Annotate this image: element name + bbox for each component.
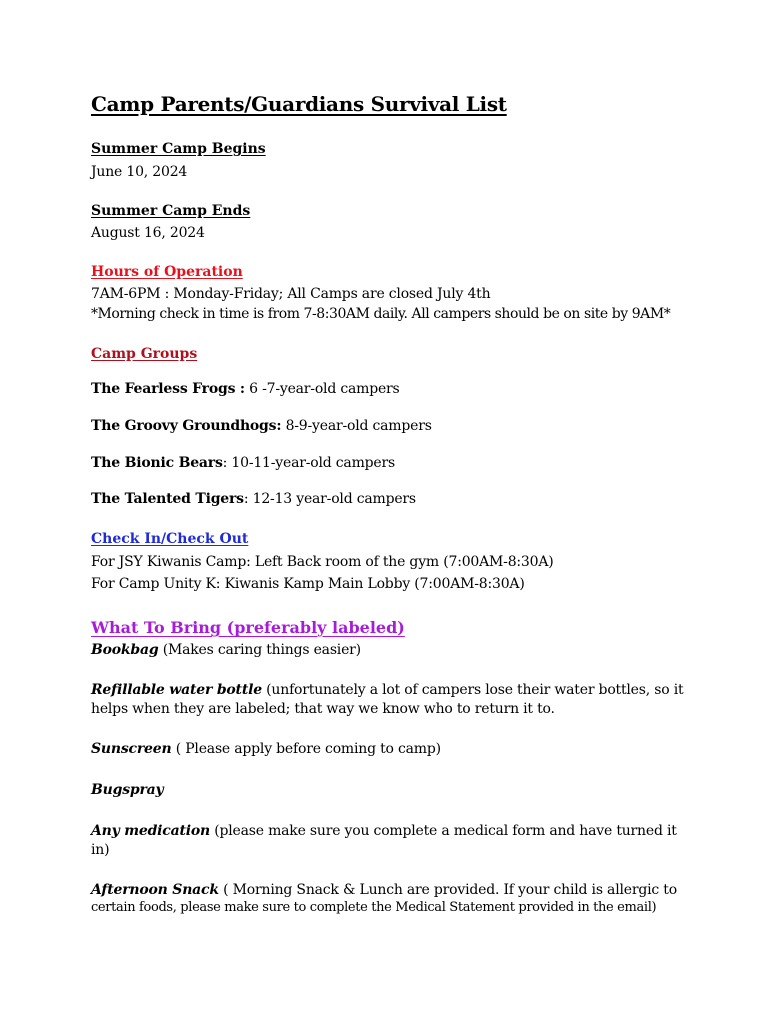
group-item — [91, 416, 432, 436]
group-desc: 6 -7-year-old campers — [244, 381, 400, 397]
bring-item — [91, 880, 677, 900]
bring-item-desc-cont: in) — [91, 842, 110, 858]
camp-ends-date: August 16, 2024 — [91, 225, 205, 241]
bring-item-name: Sunscreen — [91, 741, 172, 757]
bring-item — [91, 680, 683, 700]
bring-item-name: Bookbag — [91, 642, 159, 658]
camp-begins-heading: Summer Camp Begins — [91, 141, 266, 157]
camp-ends-heading: Summer Camp Ends — [91, 203, 251, 219]
bring-item-desc: (please make sure you complete a medical form and have turned it — [209, 823, 677, 839]
camp-begins-date: June 10, 2024 — [91, 164, 188, 180]
bring-item — [91, 739, 441, 759]
hours-line-2: *Morning check in time is from 7-8:30AM daily. All campers should be on site by 9AM* — [91, 306, 671, 322]
checkin-line-2: For Camp Unity K: Kiwanis Kamp Main Lobby (7:00AM-8:30A) — [91, 576, 525, 592]
bring-item-name: Any medication — [91, 823, 210, 839]
bring-item — [91, 821, 677, 841]
bring-item-desc: (unfortunately a lot of campers lose their water bottles, so it — [261, 682, 684, 698]
bring-item — [91, 640, 361, 660]
group-name: The Talented Tigers — [91, 491, 244, 507]
page-title: Camp Parents/Guardians Survival List — [91, 92, 507, 116]
groups-heading: Camp Groups — [91, 346, 198, 362]
bring-heading: What To Bring (preferably labeled) — [91, 618, 405, 637]
hours-heading: Hours of Operation — [91, 264, 243, 280]
group-name: The Groovy Groundhogs: — [91, 418, 282, 434]
bring-item-desc: ( Morning Snack & Lunch are provided. If your child is allergic to — [218, 882, 677, 898]
hours-line-1: 7AM-6PM : Monday-Friday; All Camps are closed July 4th — [91, 286, 491, 302]
bring-item-name: Afternoon Snack — [91, 882, 219, 898]
group-desc: 8-9-year-old campers — [281, 418, 432, 434]
group-name: The Bionic Bears — [91, 455, 223, 471]
bring-item-desc: ( Please apply before coming to camp) — [171, 741, 441, 757]
checkin-heading: Check In/Check Out — [91, 531, 249, 547]
group-desc: : 10-11-year-old campers — [222, 455, 395, 471]
bring-item-desc-cont: certain foods, please make sure to complete the Medical Statement provided in the email) — [91, 900, 657, 915]
bring-item — [91, 780, 163, 800]
checkin-line-1: For JSY Kiwanis Camp: Left Back room of the gym (7:00AM-8:30A) — [91, 554, 554, 570]
group-item — [91, 379, 400, 399]
bring-item-name: Bugspray — [91, 782, 164, 798]
group-desc: : 12-13 year-old campers — [243, 491, 416, 507]
group-item — [91, 489, 416, 509]
group-item — [91, 453, 395, 473]
group-name: The Fearless Frogs : — [91, 381, 245, 397]
bring-item-desc: (Makes caring things easier) — [158, 642, 361, 658]
bring-item-name: Refillable water bottle — [91, 682, 262, 698]
bring-item-desc-cont: helps when they are labeled; that way we know who to return it to. — [91, 701, 555, 717]
